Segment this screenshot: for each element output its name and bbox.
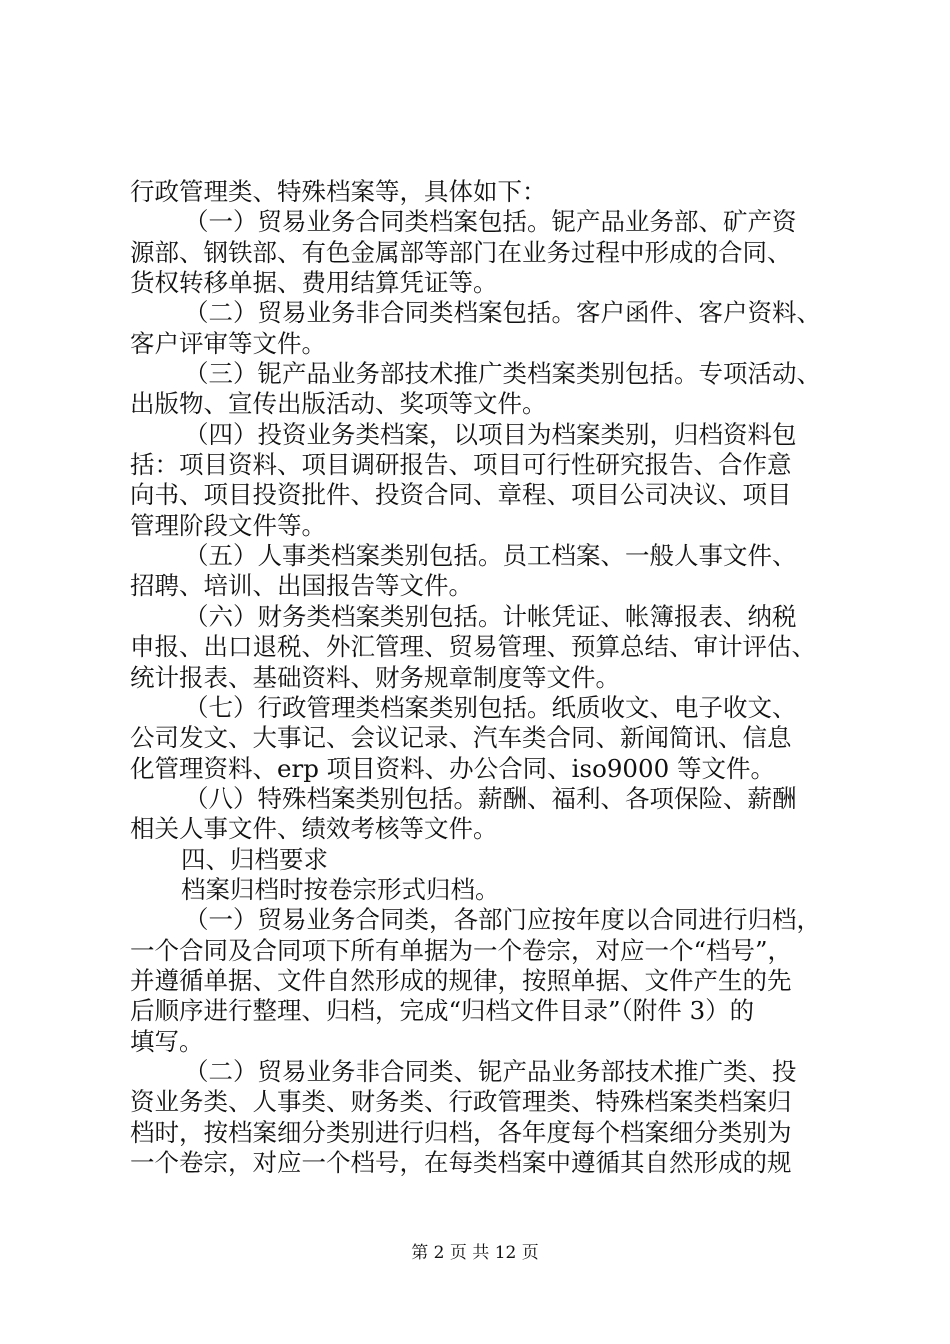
text-line: 公司发文、大事记、会议记录、汽车类合同、新闻简讯、信息 <box>130 723 792 752</box>
text-line: （八）特殊档案类别包括。薪酬、福利、各项保险、薪酬 <box>184 784 797 813</box>
text-line: 行政管理类、特殊档案等，具体如下： <box>130 177 547 206</box>
text-line: 相关人事文件、绩效考核等文件。 <box>130 814 498 843</box>
text-line: （三）铌产品业务部技术推广类档案类别包括。专项活动、 <box>184 359 821 388</box>
text-line: 一个合同及合同项下所有单据为一个卷宗，对应一个“档号”， <box>130 936 793 965</box>
text-line: 管理阶段文件等。 <box>130 511 326 540</box>
text-line: 统计报表、基础资料、财务规章制度等文件。 <box>130 663 620 692</box>
text-line: 客户评审等文件。 <box>130 329 326 358</box>
text-line: 后顺序进行整理、归档，完成“归档文件目录”（附件 3）的 <box>130 996 755 1025</box>
text-line: 资业务类、人事类、财务类、行政管理类、特殊档案类档案归 <box>130 1087 792 1116</box>
text-line: （二）贸易业务非合同类、铌产品业务部技术推广类、投 <box>184 1057 797 1086</box>
text-line: （五）人事类档案类别包括。员工档案、一般人事文件、 <box>184 541 797 570</box>
text-line: 招聘、培训、出国报告等文件。 <box>130 571 473 600</box>
text-line: 货权转移单据、费用结算凭证等。 <box>130 268 498 297</box>
text-line: 一个卷宗，对应一个档号，在每类档案中遵循其自然形成的规 <box>130 1148 792 1177</box>
text-line: 源部、钢铁部、有色金属部等部门在业务过程中形成的合同、 <box>130 238 792 267</box>
text-line: 括：项目资料、项目调研报告、项目可行性研究报告、合作意 <box>130 450 792 479</box>
text-line: （一）贸易业务合同类档案包括。铌产品业务部、矿产资 <box>184 207 797 236</box>
section-heading: 四、归档要求 <box>181 845 328 874</box>
text-line: （二）贸易业务非合同类档案包括。客户函件、客户资料、 <box>184 298 821 327</box>
text-line: 并遵循单据、文件自然形成的规律，按照单据、文件产生的先 <box>130 966 792 995</box>
text-line: 申报、出口退税、外汇管理、贸易管理、预算总结、审计评估、 <box>130 632 816 661</box>
text-line: （四）投资业务类档案，以项目为档案类别，归档资料包 <box>184 420 797 449</box>
page-number-footer: 第 2 页 共 12 页 <box>411 1243 539 1263</box>
text-line: （一）贸易业务合同类，各部门应按年度以合同进行归档， <box>184 905 821 934</box>
text-line: 向书、项目投资批件、投资合同、章程、项目公司决议、项目 <box>130 480 792 509</box>
text-line: 化管理资料、erp 项目资料、办公合同、iso9000 等文件。 <box>130 754 775 783</box>
text-line: 出版物、宣传出版活动、奖项等文件。 <box>130 389 547 418</box>
text-line: （七）行政管理类档案类别包括。纸质收文、电子收文、 <box>184 693 797 722</box>
text-line: 档案归档时按卷宗形式归档。 <box>181 875 500 904</box>
text-line: （六）财务类档案类别包括。计帐凭证、帐簿报表、纳税 <box>184 602 797 631</box>
text-line: 填写。 <box>130 1027 204 1056</box>
text-line: 档时，按档案细分类别进行归档，各年度每个档案细分类别为 <box>130 1118 792 1147</box>
